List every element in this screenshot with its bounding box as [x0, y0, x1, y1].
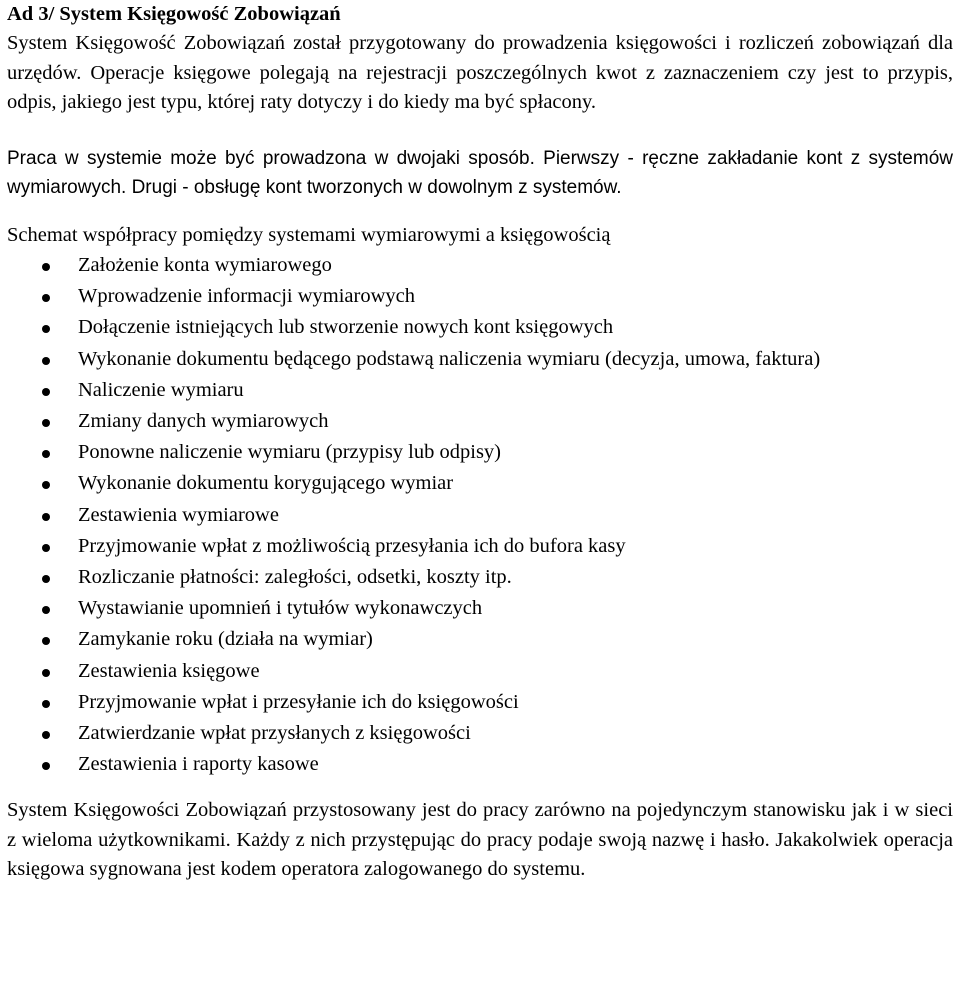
bullet-icon [42, 544, 50, 552]
bullet-icon [42, 450, 50, 458]
list-item-text: Zmiany danych wymiarowych [78, 410, 329, 433]
list-item-text: Zamykanie roku (działa na wymiar) [78, 628, 373, 651]
document-title: Ad 3/ System Księgowość Zobowiązań [7, 3, 341, 25]
list-item-text: Wystawianie upomnień i tytułów wykonawczych [78, 597, 483, 620]
list-item [7, 312, 953, 343]
bullet-icon [42, 575, 50, 583]
list-item [7, 437, 953, 468]
bullet-icon [42, 513, 50, 521]
list-item-text: Przyjmowanie wpłat i przesyłanie ich do księgowości [78, 690, 519, 713]
bullet-icon [42, 606, 50, 614]
cooperation-scheme-heading: Schemat współpracy pomiędzy systemami wymiarowymi a księgowością [7, 223, 611, 246]
intro-paragraph: System Księgowość Zobowiązań został przygotowany do prowadzenia księgowości i rozliczeń zobowiązań dla urzędów. Operacje księgowe polegają na rejestracji poszczególnych kwot z zaznaczeniem czy jest to przypis, odpis, jakiego jest typu, której raty dotyczy i do kiedy ma być spłacony. [7, 32, 953, 113]
work-modes-paragraph: Praca w systemie może być prowadzona w dwojaki sposób. Pierwszy - ręczne zakładanie kont z systemów wymiarowych. Drugi - obsługę kont tworzonych w dowolnym z systemów. [7, 147, 953, 198]
bullet-icon [42, 388, 50, 396]
list-item-text: Zatwierdzanie wpłat przysłanych z księgowości [78, 722, 471, 745]
list-item-text: Ponowne naliczenie wymiaru (przypisy lub odpisy) [78, 441, 502, 464]
list-item [7, 749, 953, 780]
bullet-icon [42, 762, 50, 770]
bullet-icon [42, 263, 50, 271]
list-item [7, 562, 953, 593]
bullet-icon [42, 731, 50, 739]
outro-paragraph: System Księgowości Zobowiązań przystosowany jest do pracy zarówno na pojedynczym stanowisku jak i w sieci z wieloma użytkownikami. Każdy z nich przystępując do pracy podaje swoją nazwę i hasło. Jakakolwiek operacja księgowa sygnowana jest kodem operatora zalogowanego do systemu. [7, 799, 953, 881]
bullet-icon [42, 357, 50, 365]
list-item-text: Zestawienia księgowe [78, 659, 260, 682]
list-item-text: Zestawienia wymiarowe [78, 503, 279, 526]
cooperation-scheme-list [7, 250, 953, 780]
list-item [7, 468, 953, 499]
list-item [7, 656, 953, 687]
list-item-text: Dołączenie istniejących lub stworzenie nowych kont księgowych [78, 316, 614, 339]
bullet-icon [42, 481, 50, 489]
list-item-text: Przyjmowanie wpłat z możliwością przesyłania ich do bufora kasy [78, 534, 626, 557]
bullet-icon [42, 419, 50, 427]
list-item [7, 687, 953, 718]
list-item-text: Rozliczanie płatności: zaległości, odsetki, koszty itp. [78, 566, 512, 589]
list-item-text: Założenie konta wymiarowego [78, 254, 332, 276]
list-item-text: Zestawienia i raporty kasowe [78, 753, 319, 776]
list-item [7, 281, 953, 312]
list-item [7, 406, 953, 437]
bullet-icon [42, 669, 50, 677]
list-item-text: Wprowadzenie informacji wymiarowych [78, 285, 415, 308]
list-item [7, 375, 953, 406]
list-item [7, 531, 953, 562]
bullet-icon [42, 700, 50, 708]
list-item [7, 624, 953, 655]
list-item [7, 593, 953, 624]
bullet-icon [42, 637, 50, 645]
list-item [7, 718, 953, 749]
list-item [7, 500, 953, 531]
list-item-text: Naliczenie wymiaru [78, 378, 244, 401]
bullet-icon [42, 294, 50, 302]
list-item [7, 344, 953, 375]
list-item-text: Wykonanie dokumentu korygującego wymiar [78, 472, 454, 495]
list-item-text: Wykonanie dokumentu będącego podstawą naliczenia wymiaru (decyzja, umowa, faktura) [78, 347, 821, 370]
bullet-icon [42, 325, 50, 333]
list-item [7, 250, 953, 281]
